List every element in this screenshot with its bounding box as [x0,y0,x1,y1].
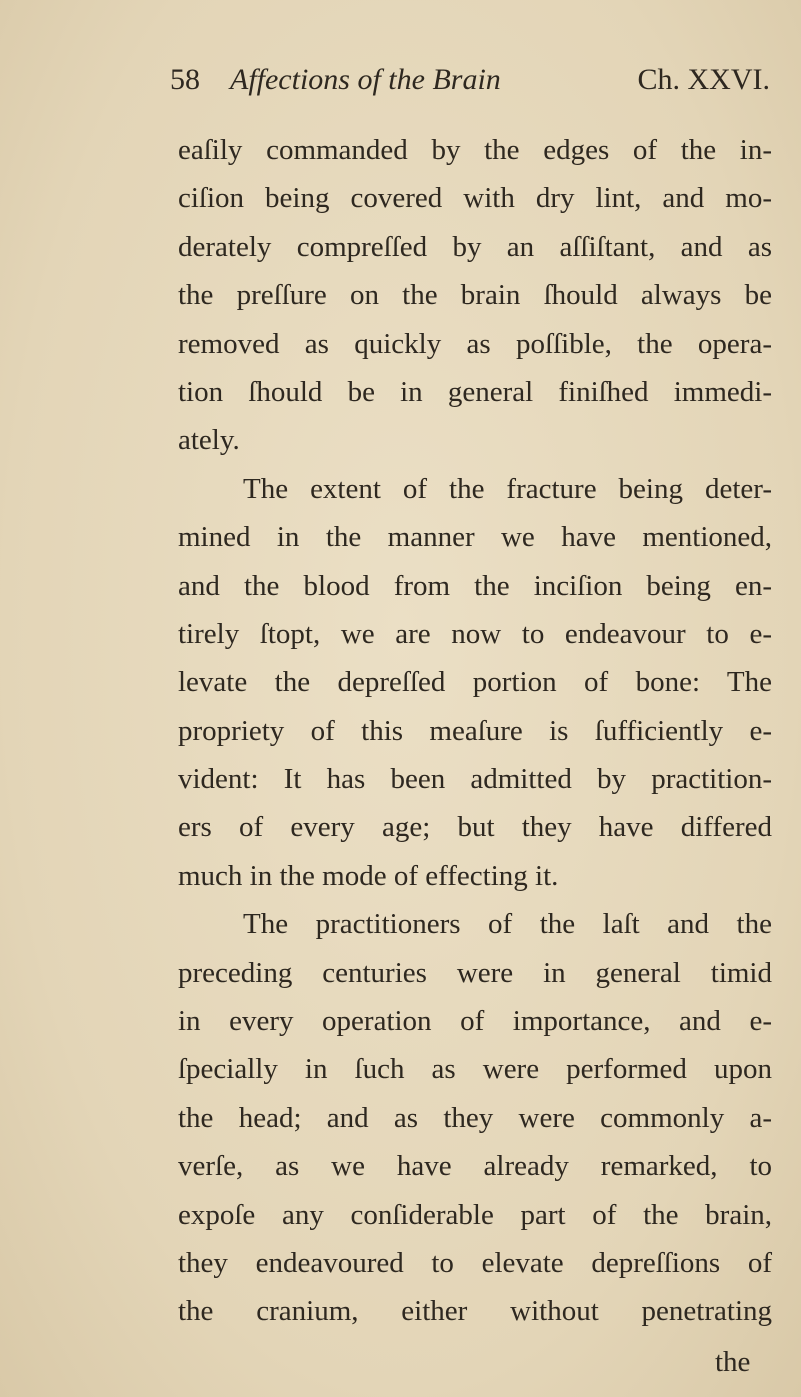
text-line: in every operation of importance, and e- [178,1005,772,1038]
text-line: the preſſure on the brain ſhould always be [178,279,772,312]
text-line: expoſe any conſiderable part of the brain, [178,1198,772,1231]
text-line: they endeavoured to elevate depreſſions of [178,1246,772,1279]
text-line: verſe, as we have already remarked, to [178,1150,772,1183]
text-line: tion ſhould be in general finiſhed immedi- [178,375,772,408]
text-line: vident: It has been admitted by practition- [178,763,772,796]
text-line: much in the mode of effecting it. [178,859,559,892]
text-line: levate the depreſſed portion of bone: The [178,666,772,699]
text-line: ers of every age; but they have differed [178,811,772,844]
text-line: mined in the manner we have mentioned, [178,521,772,554]
text-line: ſpecially in ſuch as were performed upon [178,1053,772,1086]
text-line: and the blood from the inciſion being en- [178,569,772,602]
text-line: propriety of this meaſure is ſufficiently e- [178,714,772,747]
text-line: tirely ſtopt, we are now to endeavour to e- [178,617,772,650]
text-line: eaſily commanded by the edges of the in- [178,134,772,166]
text-line: derately compreſſed by an aſſiſtant, and as [178,230,772,263]
body-text [178,128,772,1338]
running-header [170,62,770,102]
text-line: The practitioners of the laſt and the [243,908,772,941]
chapter-label: Ch. XXVI. [637,63,770,96]
text-line: ciſion being covered with dry lint, and mo- [178,182,772,215]
text-line: ately. [178,424,240,457]
catchword: the [715,1346,751,1378]
text-line: removed as quickly as poſſible, the opera- [178,327,772,360]
running-title: Affections of the Brain [230,63,501,96]
text-line: the head; and as they were commonly a- [178,1101,772,1134]
text-line: the cranium, either without penetrating [178,1295,772,1328]
page-number: 58 [170,63,200,96]
text-line: The extent of the fracture being deter- [243,472,772,505]
text-line: preceding centuries were in general timid [178,956,772,989]
